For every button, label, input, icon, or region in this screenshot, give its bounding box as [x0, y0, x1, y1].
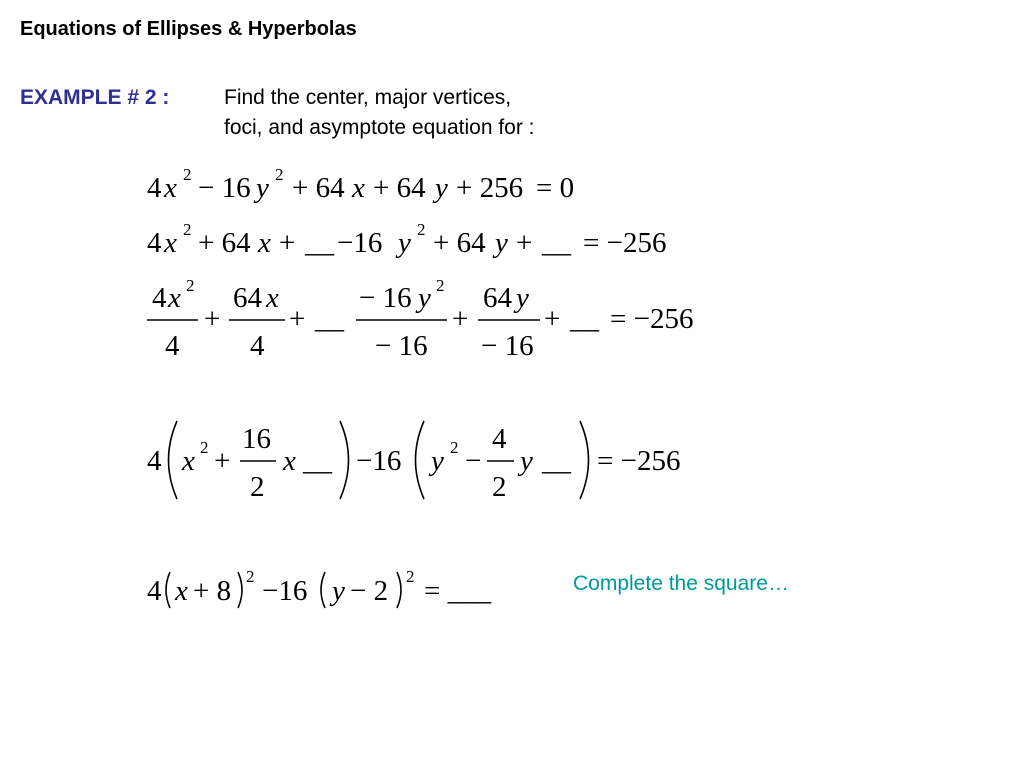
eq2-coef-4: 4 [147, 227, 162, 259]
eq4-var-y: y [431, 445, 444, 477]
eq3-num3-exp: 2 [436, 276, 445, 295]
eq2-blank-1: __ [305, 227, 334, 259]
equation-1 [147, 165, 574, 204]
eq3-num3-var: y [418, 282, 431, 314]
eq2-var-x: x [164, 227, 177, 259]
eq3-den4: − 16 [481, 330, 534, 362]
eq5-exp-2: 2 [246, 567, 255, 586]
eq3-plus-2: + [289, 303, 306, 335]
eq1-var-x: x [164, 172, 177, 204]
eq3-num4-var: y [516, 282, 529, 314]
eq1-coef-4: 4 [147, 172, 162, 204]
eq4-rhs: = −256 [597, 445, 681, 477]
instruction-line-2: foci, and asymptote equation for : [224, 116, 535, 139]
eq4-frac1-num: 16 [242, 423, 271, 455]
eq3-num1-coef: 4 [152, 282, 167, 314]
eq1-exp-2b: 2 [275, 165, 284, 184]
eq1-equals-0: = 0 [536, 172, 575, 204]
eq3-blank-1: __ [315, 303, 344, 335]
eq4-plus: + [214, 445, 231, 477]
eq2-var-x2: x [258, 227, 271, 259]
eq4-right-paren-2 [580, 421, 589, 499]
eq3-den1: 4 [165, 330, 180, 362]
eq4-minus-16: −16 [356, 445, 402, 477]
eq5-left-paren-1 [166, 572, 170, 608]
eq5-exp-2b: 2 [406, 567, 415, 586]
eq3-num2-var: x [266, 282, 279, 314]
eq5-coef-4: 4 [147, 575, 162, 607]
eq4-var-x: x [182, 445, 195, 477]
eq3-plus-3: + [452, 303, 469, 335]
eq2-exp-2b: 2 [417, 220, 426, 239]
eq2-exp-2: 2 [183, 220, 192, 239]
eq2-minus-16: −16 [337, 227, 383, 259]
example-label: EXAMPLE # 2 : [20, 86, 170, 109]
eq2-plus-2: + [516, 227, 533, 259]
eq4-left-paren-2 [416, 421, 425, 499]
eq4-blank-2: __ [542, 445, 571, 477]
eq3-num1-var: x [168, 282, 181, 314]
eq4-frac2-den: 2 [492, 471, 507, 503]
eq3-num3-coef: − 16 [359, 282, 412, 314]
eq4-minus: − [465, 445, 482, 477]
equation-4 [147, 421, 680, 503]
eq4-right-paren-1 [340, 421, 349, 499]
eq1-var-y2: y [435, 172, 448, 204]
eq4-coef-4: 4 [147, 445, 162, 477]
eq4-frac2-num: 4 [492, 423, 507, 455]
eq3-rhs: = −256 [610, 303, 694, 335]
instruction-line-1: Find the center, major vertices, [224, 86, 512, 109]
eq4-left-paren-1 [169, 421, 178, 499]
eq1-exp-2: 2 [183, 165, 192, 184]
eq5-var-y: y [332, 575, 345, 607]
eq2-var-y2: y [495, 227, 508, 259]
eq5-plus-8: + 8 [193, 575, 232, 607]
eq4-frac1-den: 2 [250, 471, 265, 503]
eq2-plus-64: + 64 [198, 227, 251, 259]
eq3-plus-4: + [544, 303, 561, 335]
eq4-exp-2b: 2 [450, 438, 459, 457]
eq4-var-y2: y [520, 445, 533, 477]
complete-the-square-hint: Complete the square… [573, 572, 789, 595]
eq3-den3: − 16 [375, 330, 428, 362]
eq3-blank-2: __ [570, 303, 599, 335]
eq3-num2-coef: 64 [233, 282, 262, 314]
eq1-var-y: y [256, 172, 269, 204]
eq5-right-paren-1 [238, 572, 242, 608]
equation-3 [147, 276, 693, 362]
slide-title: Equations of Ellipses & Hyperbolas [20, 18, 357, 40]
eq2-plus-64b: + 64 [433, 227, 486, 259]
eq4-exp-2: 2 [200, 438, 209, 457]
eq5-right-paren-2 [397, 572, 401, 608]
eq5-var-x: x [175, 575, 188, 607]
eq3-plus-1: + [204, 303, 221, 335]
eq1-var-x2: x [352, 172, 365, 204]
eq4-blank-1: __ [303, 445, 332, 477]
eq1-plus-256: + 256 [456, 172, 524, 204]
eq2-rhs: = −256 [583, 227, 667, 259]
eq5-rhs: = ___ [424, 575, 492, 607]
eq3-den2: 4 [250, 330, 265, 362]
eq1-plus-64b: + 64 [373, 172, 426, 204]
eq1-minus-16: − 16 [198, 172, 251, 204]
eq5-left-paren-2 [321, 572, 325, 608]
eq1-plus-64: + 64 [292, 172, 345, 204]
eq3-num1-exp: 2 [186, 276, 195, 295]
eq2-var-y: y [398, 227, 411, 259]
equation-5 [147, 567, 492, 608]
eq2-blank-2: __ [542, 227, 571, 259]
eq2-plus: + [279, 227, 296, 259]
eq5-minus-16: −16 [262, 575, 308, 607]
eq3-num4-coef: 64 [483, 282, 512, 314]
eq5-minus-2: − 2 [350, 575, 389, 607]
eq4-var-x2: x [283, 445, 296, 477]
equation-2 [147, 220, 666, 259]
